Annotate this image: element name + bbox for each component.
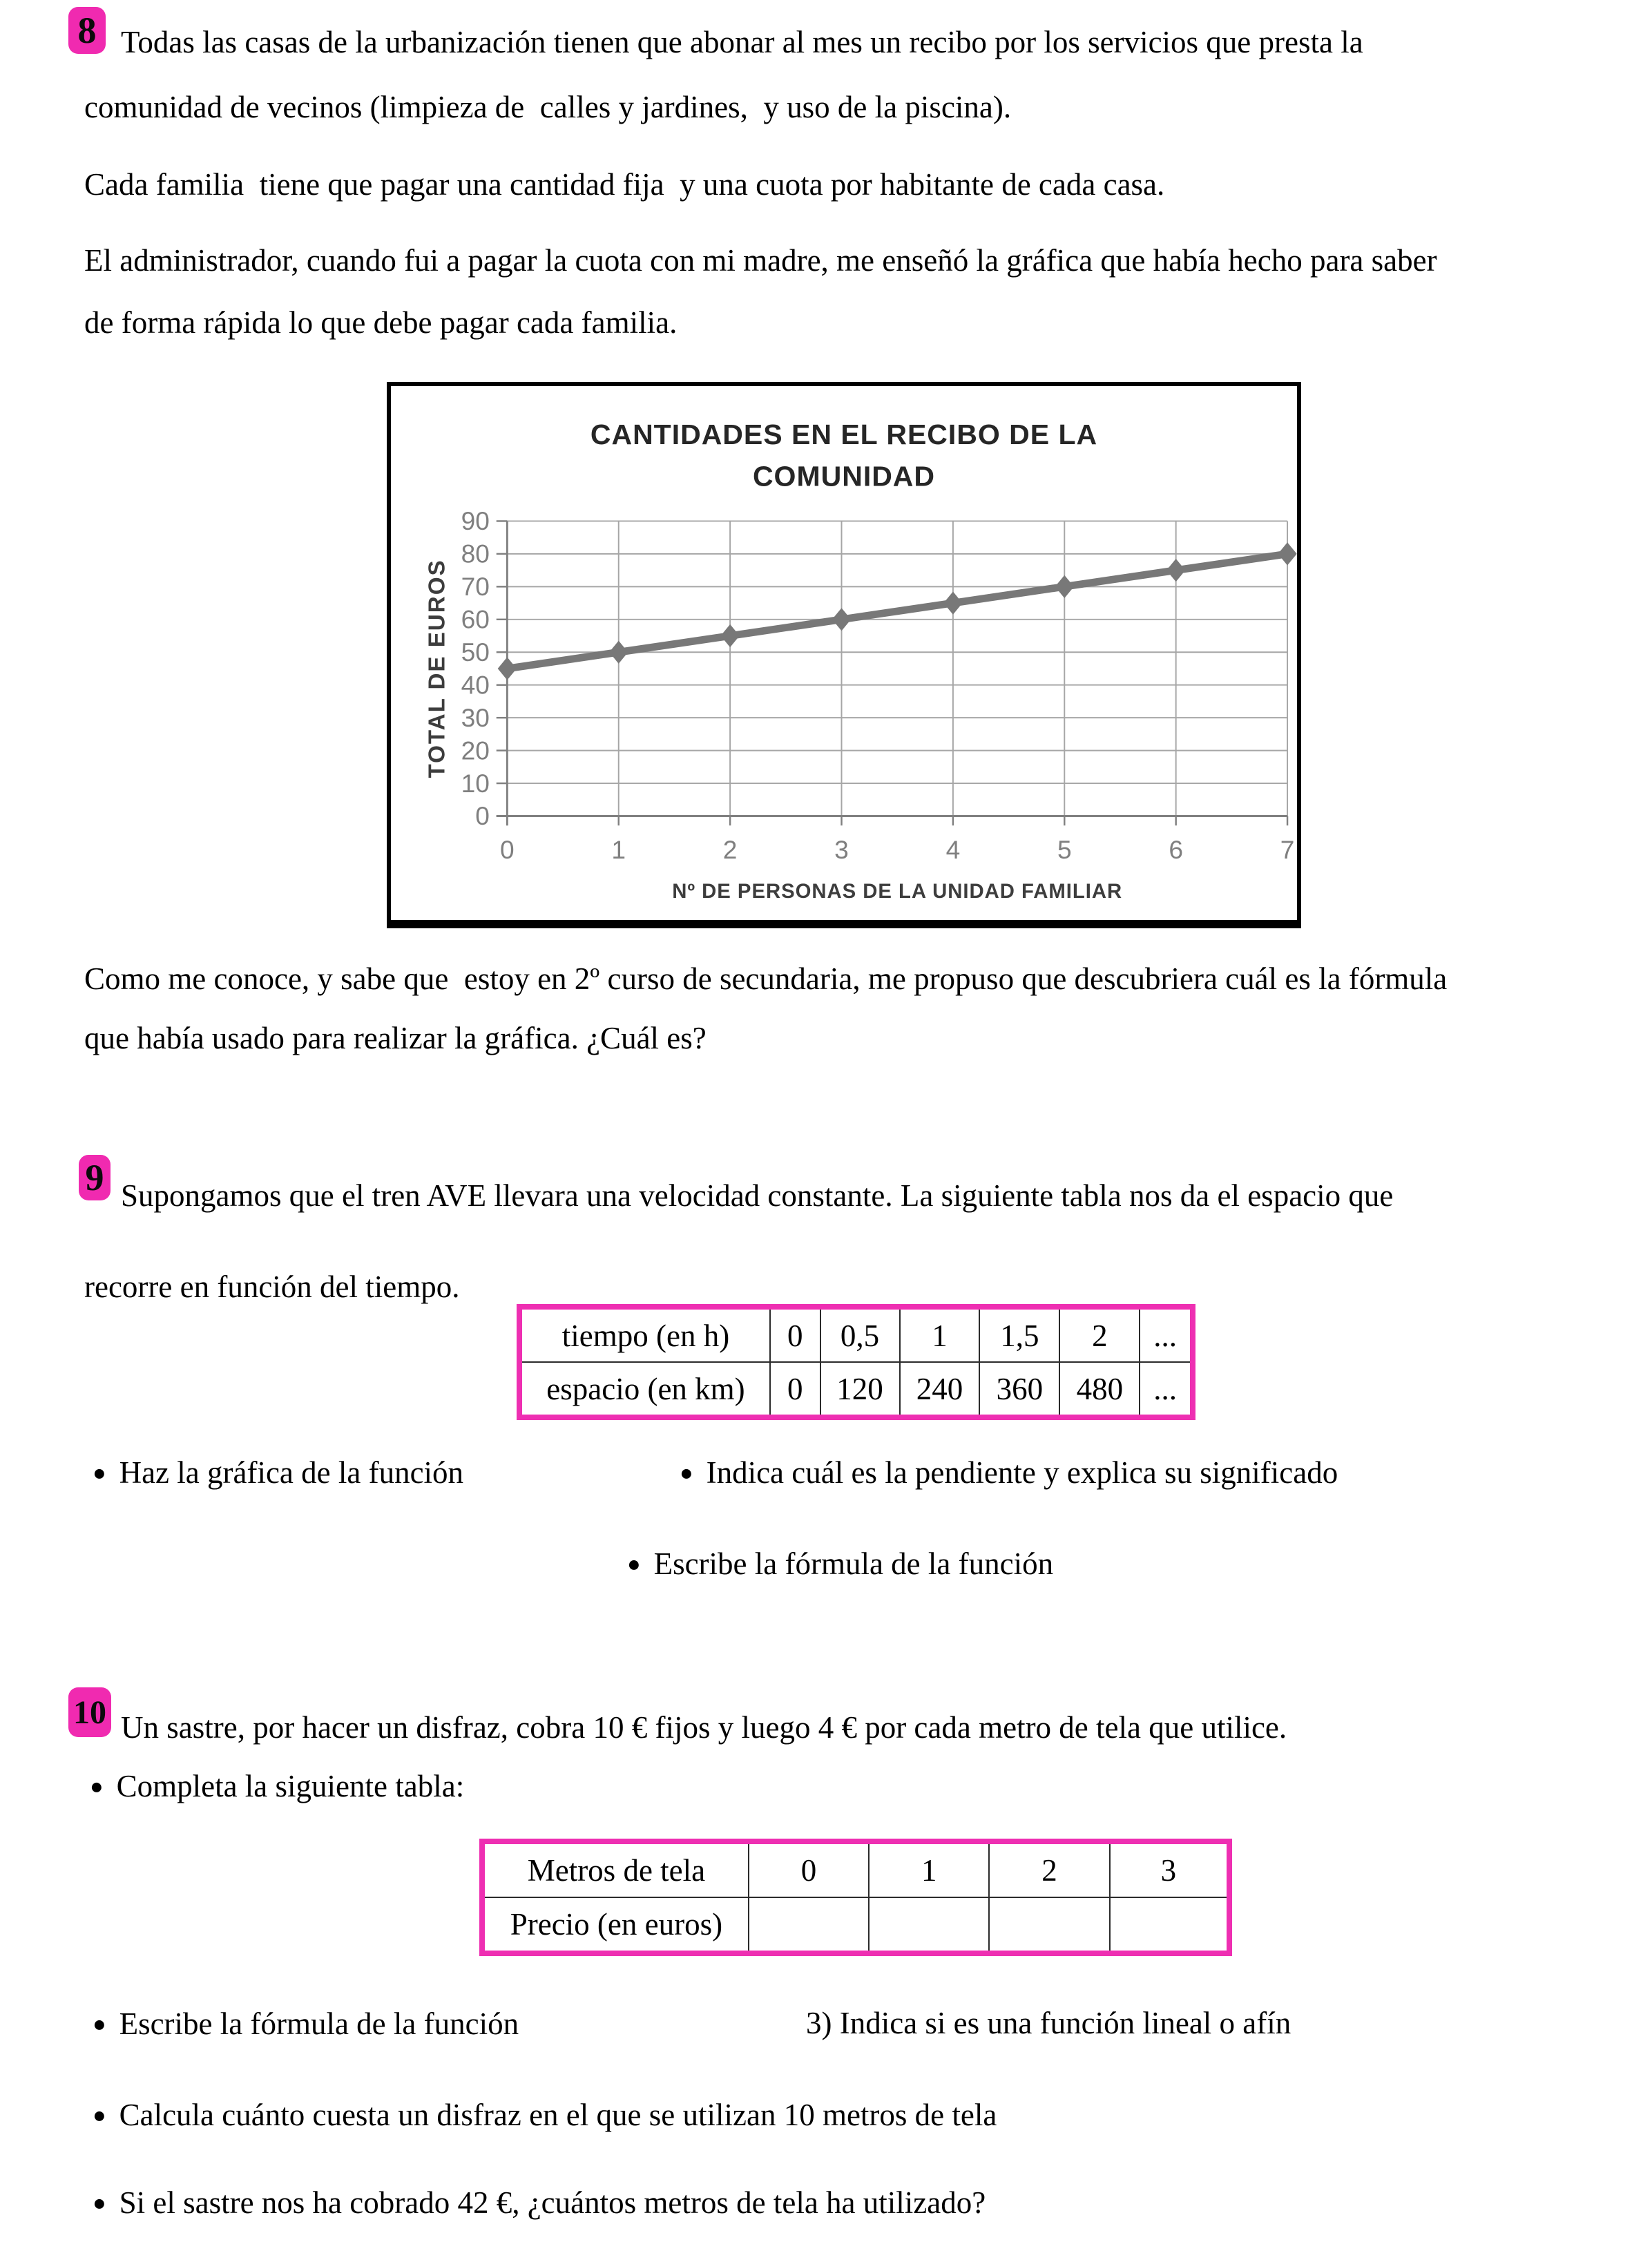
exercise9-bullet-graph: ● Haz la gráfica de la función <box>93 1455 463 1491</box>
table-cell-empty[interactable] <box>1110 1897 1229 1953</box>
table-cell: 1,5 <box>979 1307 1059 1362</box>
svg-text:60: 60 <box>461 604 490 634</box>
svg-text:0: 0 <box>475 801 490 831</box>
exercise10-bullet-formula: ● Escribe la fórmula de la función <box>93 2006 519 2042</box>
svg-text:0: 0 <box>500 835 515 865</box>
exercise9-badge: 9 <box>79 1155 111 1200</box>
table-cell-empty[interactable] <box>989 1897 1109 1953</box>
svg-text:1: 1 <box>611 835 626 865</box>
svg-text:2: 2 <box>722 835 738 865</box>
table-cell: 480 <box>1059 1362 1140 1417</box>
svg-text:10: 10 <box>461 768 490 798</box>
svg-text:40: 40 <box>461 670 490 700</box>
table-row <box>519 1362 1193 1417</box>
svg-text:90: 90 <box>461 506 490 536</box>
chart-canvas <box>391 386 1297 920</box>
svg-text:5: 5 <box>1057 835 1072 865</box>
exercise8-text-line5: de forma rápida lo que debe pagar cada familia. <box>84 305 678 340</box>
svg-text:7: 7 <box>1280 835 1295 865</box>
exercise10-badge: 10 <box>68 1687 111 1737</box>
table-cell: 3 <box>1110 1841 1229 1897</box>
svg-text:Nº DE PERSONAS DE LA UNIDAD FA: Nº DE PERSONAS DE LA UNIDAD FAMILIAR <box>672 879 1123 903</box>
row-header: Precio (en euros) <box>482 1897 749 1953</box>
time-distance-table <box>517 1304 1195 1420</box>
exercise9-text-line1: Supongamos que el tren AVE llevara una velocidad constante. La siguiente tabla nos da el espacio que <box>121 1178 1394 1213</box>
table-cell: 1 <box>869 1841 989 1897</box>
svg-text:30: 30 <box>461 702 490 732</box>
table-row <box>519 1307 1193 1362</box>
exercise8-followup-line2: que había usado para realizar la gráfica. ¿Cuál es? <box>84 1021 707 1055</box>
exercise8-text-line2: comunidad de vecinos (limpieza de calles y jardines, y uso de la piscina). <box>84 90 1012 124</box>
exercise9-bullet-formula: ● Escribe la fórmula de la función <box>627 1546 1053 1582</box>
exercise9-text-line2: recorre en función del tiempo. <box>84 1269 460 1304</box>
table-cell: 360 <box>979 1362 1059 1417</box>
table-cell-empty[interactable] <box>869 1897 989 1953</box>
table-cell: 2 <box>989 1841 1109 1897</box>
exercise10-item-lineal: 3) Indica si es una función lineal o afín <box>806 2006 1291 2040</box>
table-cell: ... <box>1140 1307 1193 1362</box>
svg-text:CANTIDADES EN EL RECIBO DE LA: CANTIDADES EN EL RECIBO DE LA <box>590 419 1098 451</box>
svg-text:3: 3 <box>834 835 849 865</box>
exercise10-bullet-sastre: ● Si el sastre nos ha cobrado 42 €, ¿cuántos metros de tela ha utilizado? <box>93 2185 986 2221</box>
exercise9-bullet-slope: ● Indica cuál es la pendiente y explica su significado <box>680 1455 1338 1491</box>
exercise10-bullet-completa: ● Completa la siguiente tabla: <box>90 1768 464 1804</box>
table-cell: 0 <box>749 1841 869 1897</box>
svg-text:COMUNIDAD: COMUNIDAD <box>752 460 936 492</box>
exercise8-followup-line1: Como me conoce, y sabe que estoy en 2º curso de secundaria, me propuso que descubriera cuál es la fórmula <box>84 961 1448 996</box>
table-cell: ... <box>1140 1362 1193 1417</box>
svg-text:80: 80 <box>461 539 490 568</box>
exercise10-intro: Un sastre, por hacer un disfraz, cobra 10 € fijos y luego 4 € por cada metro de tela que utilice. <box>121 1710 1287 1745</box>
row-header: Metros de tela <box>482 1841 749 1897</box>
table-row <box>482 1841 1229 1897</box>
svg-text:TOTAL DE EUROS: TOTAL DE EUROS <box>424 559 450 778</box>
row-header: espacio (en km) <box>519 1362 770 1417</box>
exercise10-bullet-calcula: ● Calcula cuánto cuesta un disfraz en el que se utilizan 10 metros de tela <box>93 2097 997 2133</box>
svg-text:50: 50 <box>461 637 490 667</box>
svg-text:4: 4 <box>945 835 961 865</box>
table-cell: 120 <box>820 1362 900 1417</box>
exercise8-text-line1: Todas las casas de la urbanización tienen que abonar al mes un recibo por los servicios que presta la <box>121 25 1363 59</box>
table-cell: 0 <box>770 1307 820 1362</box>
table-row <box>482 1897 1229 1953</box>
table-cell: 0,5 <box>820 1307 900 1362</box>
exercise8-text-line3: Cada familia tiene que pagar una cantidad fija y una cuota por habitante de cada casa. <box>84 167 1165 202</box>
meters-price-table <box>479 1839 1232 1956</box>
table-cell: 0 <box>770 1362 820 1417</box>
exercise8-badge: 8 <box>68 7 106 54</box>
table-cell: 240 <box>900 1362 980 1417</box>
svg-text:70: 70 <box>461 572 490 602</box>
table-cell: 2 <box>1059 1307 1140 1362</box>
table-cell-empty[interactable] <box>749 1897 869 1953</box>
community-fee-chart <box>387 382 1301 928</box>
table-cell: 1 <box>900 1307 980 1362</box>
svg-text:6: 6 <box>1169 835 1183 865</box>
svg-text:20: 20 <box>461 736 490 765</box>
row-header: tiempo (en h) <box>519 1307 770 1362</box>
exercise8-text-line4: El administrador, cuando fui a pagar la cuota con mi madre, me enseñó la gráfica que había hecho para saber <box>84 243 1437 278</box>
